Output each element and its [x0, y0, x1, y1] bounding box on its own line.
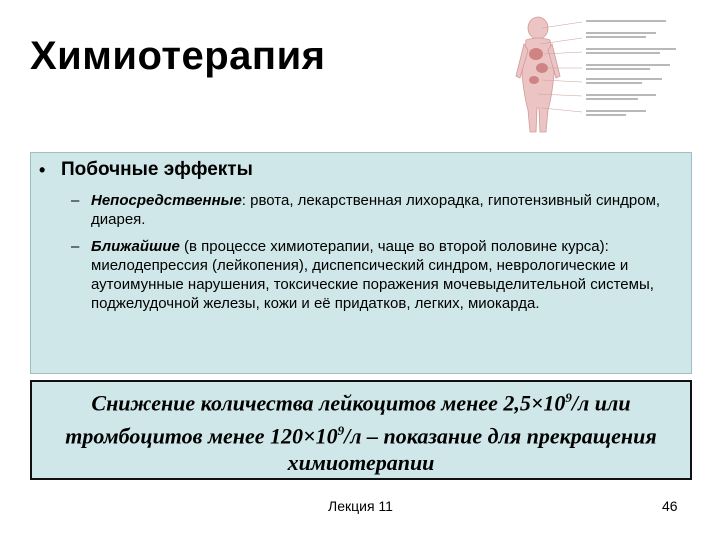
- sub-item-term: Ближайшие: [91, 238, 180, 255]
- dash-marker: –: [71, 192, 80, 209]
- sub-item-immediate: [71, 191, 686, 229]
- slide-title: Химиотерапия: [30, 34, 326, 78]
- sub-item-description: (в процессе химиотерапии, чаще во второй половине курса): миелодепрессия (лейкопения), диспепсический синдром, неврологические и аутоимунные нарушения, токсические поражения мочевыделительной системы, поджелудочной железы, кожи и её придатков, легких, миокарда.: [91, 238, 654, 312]
- side-effects-box: [30, 152, 692, 374]
- anatomy-illustration: [512, 14, 708, 138]
- sub-item-near-term: [71, 237, 686, 313]
- sub-item-text: [91, 191, 686, 229]
- note-superscript: 9: [565, 390, 572, 406]
- bullet-title: Побочные эффекты: [61, 159, 253, 180]
- note-part: /л или тромбоцитов менее 120×10: [65, 390, 631, 448]
- bullet-marker: •: [39, 159, 46, 180]
- sub-item-text: [91, 237, 686, 313]
- bullet-side-effects: [39, 159, 253, 181]
- page-number: 46: [662, 498, 678, 514]
- sub-item-description: : рвота, лекарственная лихорадка, гипотензивный синдром, диарея.: [91, 192, 661, 228]
- indication-note-box: [30, 380, 692, 480]
- note-part: Снижение количества лейкоцитов менее 2,5×10: [91, 390, 566, 416]
- note-superscript: 9: [337, 422, 345, 438]
- note-part: /л – показание для прекращения химиотерапии: [287, 422, 657, 475]
- dash-marker: –: [71, 238, 80, 255]
- sub-item-term: Непосредственные: [91, 192, 242, 209]
- footer-lecture-label: Лекция 11: [328, 498, 393, 514]
- indication-note: [32, 384, 690, 476]
